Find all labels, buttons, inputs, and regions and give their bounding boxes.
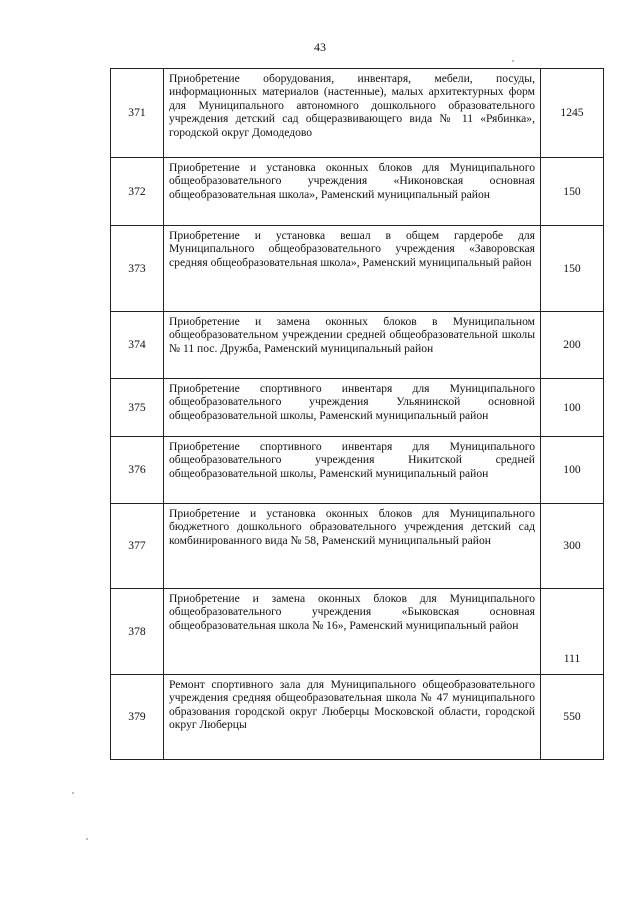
table-row [111, 675, 604, 760]
table-row [111, 437, 604, 504]
row-number: 378 [111, 589, 164, 675]
row-number: 372 [111, 158, 164, 226]
table-row [111, 226, 604, 312]
row-amount: 150 [541, 226, 604, 312]
row-number: 375 [111, 379, 164, 437]
table-row [111, 158, 604, 226]
row-amount: 300 [541, 504, 604, 589]
scan-speck [72, 792, 74, 794]
row-description: Приобретение спортивного инвентаря для Муниципального общеобразовательного учреждения Никитской средней общеобразовательной школы, Раменский муниципальный район [164, 437, 541, 504]
table-row [111, 69, 604, 158]
table-row [111, 312, 604, 379]
table-row [111, 589, 604, 675]
row-description: Приобретение и замена оконных блоков для Муниципального общеобразовательного учреждения «Быковская основная общеобразовательная школа № 16», Раменский муниципальный район [164, 589, 541, 675]
row-amount: 1245 [541, 69, 604, 158]
row-number: 377 [111, 504, 164, 589]
row-description: Приобретение оборудования, инвентаря, мебели, посуды, информационных материалов (настенные), малых архитектурных форм для Муниципального автономного дошкольного образовательного учреждения детский сад общеразвивающего вида № 11 «Рябинка», городской округ Домодедово [164, 69, 541, 158]
table-row [111, 379, 604, 437]
row-amount: 550 [541, 675, 604, 760]
table-row [111, 504, 604, 589]
row-amount: 100 [541, 379, 604, 437]
row-number: 376 [111, 437, 164, 504]
row-description: Приобретение и замена оконных блоков в Муниципальном общеобразовательном учреждении средней общеобразовательной школы № 11 пос. Дружба, Раменский муниципальный район [164, 312, 541, 379]
items-table [110, 68, 604, 760]
scan-speck [86, 838, 88, 840]
row-amount: 150 [541, 158, 604, 226]
row-description: Приобретение и установка оконных блоков для Муниципального общеобразовательного учреждения «Никоновская основная общеобразовательная школа», Раменский муниципальный район [164, 158, 541, 226]
row-number: 371 [111, 69, 164, 158]
row-description: Приобретение и установка вешал в общем гардеробе для Муниципального общеобразовательного учреждения «Заворовская средняя общеобразовательная школа», Раменский муниципальный район [164, 226, 541, 312]
row-amount: 200 [541, 312, 604, 379]
row-description: Приобретение спортивного инвентаря для Муниципального общеобразовательного учреждения Ульянинской основной общеобразовательной школы, Раменский муниципальный район [164, 379, 541, 437]
row-number: 374 [111, 312, 164, 379]
scan-speck [512, 60, 514, 62]
row-number: 373 [111, 226, 164, 312]
page-number: 43 [314, 40, 326, 54]
row-description: Приобретение и установка оконных блоков для Муниципального бюджетного дошкольного образовательного учреждения детский сад комбинированного вида № 58, Раменский муниципальный район [164, 504, 541, 589]
row-description: Ремонт спортивного зала для Муниципального общеобразовательного учреждения средняя общеобразовательная школа № 47 муниципального образования городской округ Люберцы Московской области, городской округ Люберцы [164, 675, 541, 760]
row-amount: 111 [541, 589, 604, 675]
row-amount: 100 [541, 437, 604, 504]
row-number: 379 [111, 675, 164, 760]
